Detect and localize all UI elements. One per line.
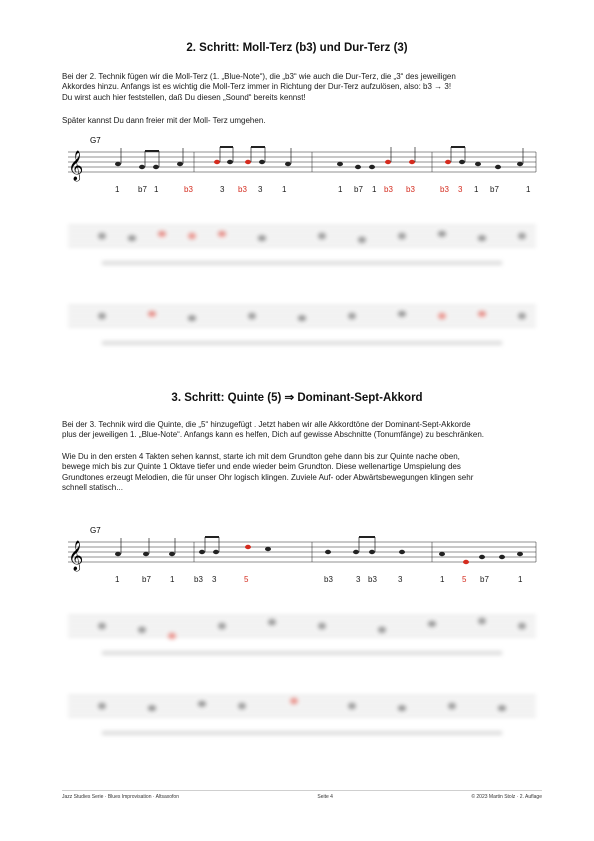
svg-text:b3: b3 (238, 185, 247, 194)
svg-text:b3: b3 (324, 575, 333, 584)
footer-page-number: Seite 4 (317, 794, 333, 800)
degree-labels (115, 185, 531, 194)
svg-text:b7: b7 (480, 575, 489, 584)
section3-paragraph-2 (62, 452, 542, 494)
section3-line-5: Grundtones erzeugt Melodien, die für unser Ohr logisch klingen. Zuviele Auf- oder Abwärtsbewegungen klingen sehr (62, 472, 474, 482)
section3-line-3: Wie Du in den ersten 4 Takten sehen kannst, starte ich mit dem Grundton gehe dann bis zur Quinte nache oben, (62, 452, 460, 461)
chord-symbol: G7 (90, 526, 101, 535)
notes (115, 147, 523, 169)
svg-text:3: 3 (398, 575, 403, 584)
svg-text:b3: b3 (194, 575, 203, 584)
svg-text:5: 5 (244, 575, 249, 584)
staff-lines (68, 542, 536, 562)
section2-paragraph (62, 72, 542, 103)
treble-clef-icon: 𝄞 (68, 150, 84, 180)
section3-paragraph (62, 420, 542, 441)
degree-labels (115, 575, 523, 584)
section2-staff (62, 132, 542, 202)
section2-title: 2. Schritt: Moll-Terz (b3) und Dur-Terz (3) (186, 42, 408, 54)
svg-text:1: 1 (154, 185, 159, 194)
svg-text:b3: b3 (384, 185, 393, 194)
svg-text:3: 3 (356, 575, 361, 584)
svg-text:b7: b7 (138, 185, 147, 194)
footer-copyright: © 2023 Martin Stolz · 2. Auflage (471, 794, 542, 800)
svg-text:5: 5 (462, 575, 467, 584)
svg-text:1: 1 (440, 575, 445, 584)
svg-text:b7: b7 (354, 185, 363, 194)
svg-text:3: 3 (212, 575, 217, 584)
page-footer (62, 790, 542, 800)
svg-text:1: 1 (115, 185, 120, 194)
svg-text:3: 3 (220, 185, 225, 194)
section3-line-4: bewege mich bis zur Quinte 1 Oktave tiefer und ende wieder beim Grundton. Diese wellenartige Umspielung des (62, 462, 461, 472)
section2-paragraph-2: Später kannst Du dann freier mit der Moll- Terz umgehen. (62, 116, 266, 125)
section3-staff (62, 522, 542, 592)
svg-text:1: 1 (518, 575, 523, 584)
svg-text:1: 1 (338, 185, 343, 194)
chord-symbol: G7 (90, 136, 101, 145)
svg-text:1: 1 (282, 185, 287, 194)
svg-text:b3: b3 (184, 185, 193, 194)
staff-lines (68, 152, 536, 172)
svg-text:1: 1 (474, 185, 479, 194)
svg-text:1: 1 (526, 185, 531, 194)
svg-text:b3: b3 (368, 575, 377, 584)
section3-line-1: Bei der 3. Technik wird die Quinte, die „5“ hinzugefügt . Jetzt haben wir alle Akkordtöne der Dominant-Sept-Akkorde (62, 420, 471, 429)
section2-line-2: Akkordes hinzu. Anfangs ist es wichtig die Moll-Terz immer in Richtung der Dur-Terz aufzulösen, also: b3 → 3! (62, 82, 452, 92)
svg-text:b3: b3 (406, 185, 415, 194)
blurred-staff-3 (62, 596, 542, 666)
svg-text:1: 1 (115, 575, 120, 584)
svg-text:b7: b7 (490, 185, 499, 194)
svg-text:1: 1 (170, 575, 175, 584)
section3-line-2: plus der jeweiligen 1. „Blue-Note“. Anfangs kann es helfen, Dich auf gewisse Abschnitte (Tonumfänge) zu beschränken. (62, 430, 485, 440)
section3-line-6: schnell statisch... (62, 483, 123, 493)
blurred-staff-2 (62, 286, 542, 356)
blurred-staff-1 (62, 206, 542, 276)
svg-text:b3: b3 (440, 185, 449, 194)
notes (115, 537, 523, 564)
footer-series: Jazz Studies Serie · Blues Improvisation · Altsaxofon (62, 794, 179, 800)
blurred-staff-4 (62, 676, 542, 746)
section2-line-3: Du wirst auch hier feststellen, daß Du diesen „Sound“ bereits kennst! (62, 92, 306, 102)
svg-text:3: 3 (458, 185, 463, 194)
svg-text:b7: b7 (142, 575, 151, 584)
svg-text:1: 1 (372, 185, 377, 194)
section2-line-1: Bei der 2. Technik fügen wir die Moll-Terz (1. „Blue-Note“), die „b3“ wie auch die Dur-Terz, die „3“ des jeweiligen (62, 72, 456, 81)
treble-clef-icon: 𝄞 (68, 540, 84, 570)
svg-text:3: 3 (258, 185, 263, 194)
section3-title: 3. Schritt: Quinte (5) ⇒ Dominant-Sept-Akkord (171, 392, 423, 404)
